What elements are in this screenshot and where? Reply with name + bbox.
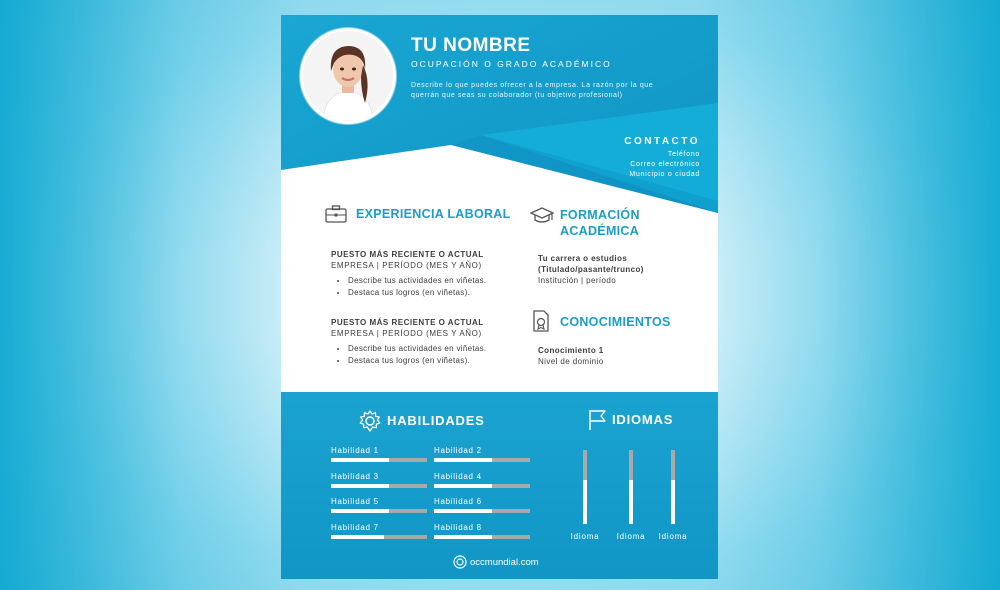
skill-item	[331, 446, 427, 462]
skill-item	[434, 446, 530, 462]
language-bar	[583, 450, 587, 524]
education-title-line1: FORMACIÓN	[560, 208, 640, 222]
education-status: (Titulado/pasante/trunco)	[538, 265, 644, 274]
resume-page	[281, 15, 718, 579]
education-career: Tu carrera o estudios	[538, 254, 628, 263]
skill-item	[434, 472, 530, 488]
certificate-icon	[532, 310, 550, 332]
skill-bar-fill	[434, 535, 492, 539]
language-bar-fill	[671, 480, 675, 524]
skill-label: Habilidad 7	[331, 522, 379, 532]
contact-location: Municipio o ciudad	[629, 171, 700, 178]
skill-label: Habilidad 5	[331, 497, 379, 506]
knowledge-title: CONOCIMIENTOS	[560, 315, 671, 329]
skill-item	[331, 472, 427, 488]
language-bar	[671, 450, 675, 524]
job-bullets	[331, 275, 541, 299]
candidate-name: TU NOMBRE	[411, 35, 531, 56]
language-bar-fill	[629, 480, 633, 524]
contact-phone: Teléfono	[667, 151, 700, 158]
experience-title: EXPERIENCIA LABORAL	[356, 207, 511, 221]
skill-bar-fill	[434, 458, 492, 462]
skill-bar-fill	[331, 535, 384, 539]
occupation: OCUPACIÓN O GRADO ACADÉMICO	[411, 59, 612, 69]
knowledge-entry	[538, 345, 708, 367]
contact-email: Correo electrónico	[630, 161, 700, 168]
skill-bar	[434, 509, 530, 513]
job-bullets	[331, 343, 541, 367]
language-label: Idioma	[570, 532, 600, 541]
skills-title: HABILIDADES	[387, 413, 485, 428]
skill-bar-fill	[331, 509, 389, 513]
job-bullet: • Describe tus actividades en viñetas.	[348, 275, 541, 287]
contact-title: CONTACTO	[624, 136, 700, 147]
job-entry	[331, 317, 541, 367]
skill-item	[434, 497, 530, 513]
education-institution: Institución | período	[538, 276, 617, 285]
skill-bar-fill	[331, 484, 389, 488]
job-title: PUESTO MÁS RECIENTE O ACTUAL	[331, 318, 484, 327]
skill-bar	[434, 458, 530, 462]
target-icon	[453, 555, 467, 569]
skill-bar-fill	[434, 509, 492, 513]
skill-bar-fill	[434, 484, 492, 488]
brand-text: occmundial.com	[470, 556, 539, 568]
professional-objective: Describe lo que puedes ofrecer a la empresa. La razón por la que querrán que seas su colaborador (tu objetivo profesional)	[411, 82, 654, 99]
skill-bar	[434, 535, 530, 539]
skill-label: Habilidad 6	[434, 497, 482, 506]
skill-label: Habilidad 3	[331, 471, 379, 481]
job-bullet: • Destaca tus logros (en viñetas).	[348, 355, 541, 367]
job-company: EMPRESA | PERÍODO (MES Y AÑO)	[331, 329, 482, 338]
language-label: Idioma	[616, 532, 646, 541]
languages-title: IDIOMAS	[612, 412, 674, 427]
language-bar-fill	[583, 480, 587, 524]
graduation-cap-icon	[530, 206, 554, 226]
skill-label: Habilidad 1	[331, 446, 379, 455]
skill-bar	[331, 484, 427, 488]
job-entry	[331, 249, 541, 299]
gear-icon	[359, 410, 381, 432]
job-company: EMPRESA | PERÍODO (MES Y AÑO)	[331, 261, 482, 270]
briefcase-icon	[325, 205, 347, 223]
flag-icon	[587, 409, 609, 431]
language-label: Idioma	[658, 532, 688, 541]
job-title: PUESTO MÁS RECIENTE O ACTUAL	[331, 250, 484, 259]
skill-bar	[331, 535, 427, 539]
skill-item	[331, 523, 427, 539]
profile-photo	[300, 28, 396, 124]
occmundial-logo	[453, 555, 539, 569]
skill-bar	[331, 509, 427, 513]
contact-block	[624, 136, 700, 180]
skill-label: Habilidad 8	[434, 522, 482, 532]
skill-bar	[434, 484, 530, 488]
education-title-line2: ACADÉMICA	[560, 224, 640, 238]
skill-item	[434, 523, 530, 539]
skill-label: Habilidad 4	[434, 471, 482, 481]
skill-bar	[331, 458, 427, 462]
skill-bar-fill	[331, 458, 389, 462]
skill-item	[331, 497, 427, 513]
knowledge-level: Nivel de dominio	[538, 357, 604, 366]
education-title	[560, 207, 640, 239]
skill-label: Habilidad 2	[434, 446, 482, 455]
knowledge-item: Conocimiento 1	[538, 346, 604, 355]
language-bar	[629, 450, 633, 524]
job-bullet: • Describe tus actividades en viñetas.	[348, 343, 541, 355]
job-bullet: • Destaca tus logros (en viñetas).	[348, 287, 541, 299]
education-entry	[538, 253, 708, 286]
